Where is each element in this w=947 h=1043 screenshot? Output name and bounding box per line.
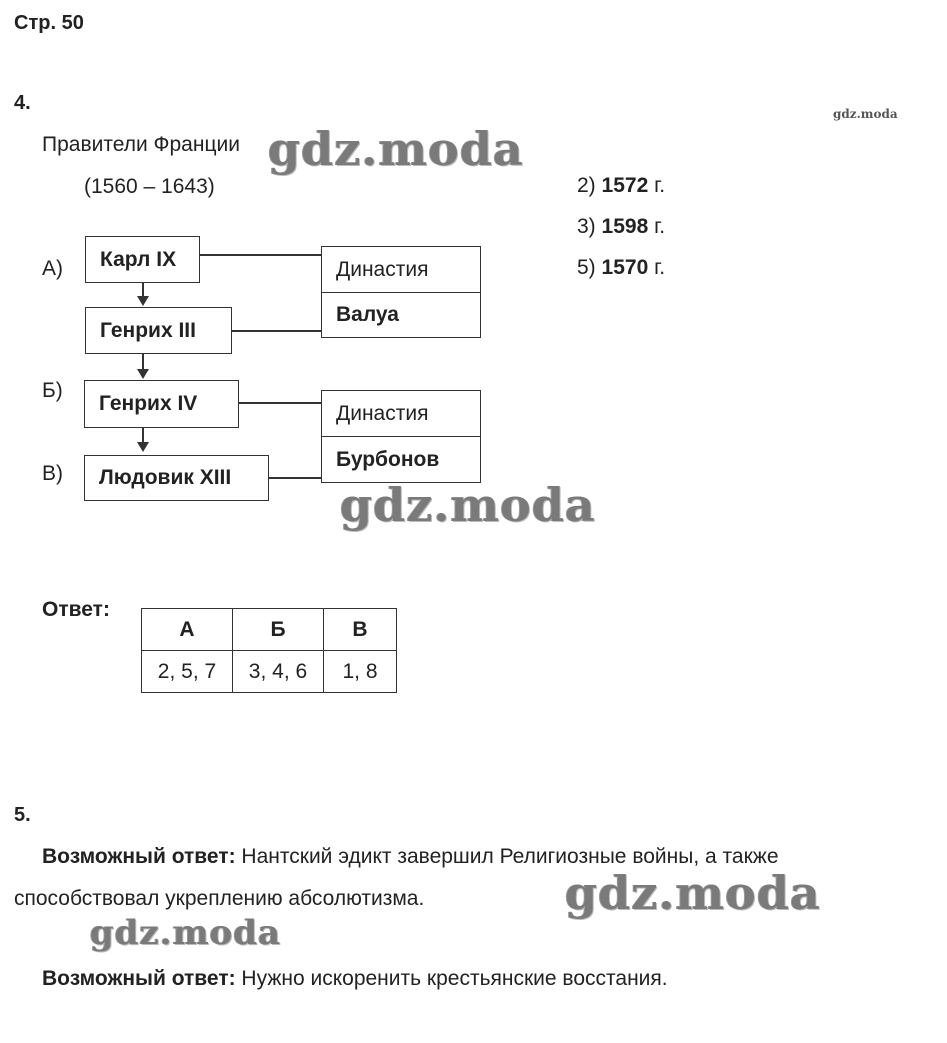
answer-table <box>141 608 397 693</box>
task-4-title: Правители Франции <box>42 133 240 156</box>
label-b: Б) <box>42 379 63 402</box>
dynasty-valois-bottom: Валуа <box>321 292 481 338</box>
year-item <box>577 256 665 280</box>
page-label: Стр. 50 <box>14 12 84 34</box>
table-cell: 1, 8 <box>324 651 397 693</box>
table-row <box>142 651 397 693</box>
task-5-answer-2 <box>42 967 668 991</box>
dynasty-bourbon-bottom: Бурбонов <box>321 436 481 483</box>
table-cell: 2, 5, 7 <box>142 651 233 693</box>
answer-text: Нужно искоренить крестьянские восстания. <box>235 967 668 990</box>
ruler-box-henry-iii: Генрих III <box>85 307 232 354</box>
arrow-down-icon <box>137 296 149 306</box>
arrow-down-icon <box>137 442 149 452</box>
table-header-cell: А <box>142 609 233 651</box>
year-item <box>577 174 665 198</box>
possible-answer-label: Возможный ответ: <box>42 967 236 990</box>
task-4-number: 4. <box>14 92 31 114</box>
answer-label: Ответ: <box>42 598 110 621</box>
connector-line <box>200 254 321 256</box>
possible-answer-label: Возможный ответ: <box>42 845 236 868</box>
answer-text-continued: способствовал укреплению абсолютизма. <box>14 887 425 910</box>
connector-line <box>239 402 321 404</box>
table-cell: 3, 4, 6 <box>233 651 324 693</box>
year-item-value: 1570 <box>601 256 649 279</box>
year-item-unit: г. <box>654 256 666 279</box>
label-a: А) <box>42 257 63 280</box>
year-item-value: 1598 <box>601 215 649 238</box>
task-4-years: (1560 – 1643) <box>84 175 215 198</box>
watermark: gdz.moda <box>340 478 596 532</box>
year-item-value: 1572 <box>601 174 649 197</box>
year-item <box>577 215 665 239</box>
watermark-small-top: gdz.moda <box>833 107 898 121</box>
watermark: gdz.moda <box>268 122 524 176</box>
table-header-cell: В <box>324 609 397 651</box>
ruler-box-henry-iv: Генрих IV <box>84 380 239 428</box>
dynasty-valois-top: Династия <box>321 246 481 293</box>
table-header-cell: Б <box>233 609 324 651</box>
arrow-down-icon <box>142 283 144 297</box>
label-v: В) <box>42 462 63 485</box>
watermark: gdz.moda <box>90 913 282 953</box>
answer-text: Нантский эдикт завершил Религиозные войны, а также <box>235 845 779 868</box>
arrow-down-icon <box>142 354 144 369</box>
year-item-unit: г. <box>654 215 666 238</box>
year-item-number: 5) <box>577 256 596 279</box>
connector-line <box>269 477 321 479</box>
dynasty-bourbon-top: Династия <box>321 390 481 437</box>
year-item-number: 2) <box>577 174 596 197</box>
ruler-box-louis-xiii: Людовик XIII <box>84 455 269 501</box>
task-5-number: 5. <box>14 804 31 826</box>
ruler-box-charles-ix: Карл IX <box>85 236 200 283</box>
connector-line <box>232 330 321 332</box>
year-item-unit: г. <box>654 174 666 197</box>
arrow-down-icon <box>137 369 149 379</box>
year-item-number: 3) <box>577 215 596 238</box>
watermark: gdz.moda <box>565 866 821 920</box>
table-header-row <box>142 609 397 651</box>
arrow-down-icon <box>142 428 144 442</box>
